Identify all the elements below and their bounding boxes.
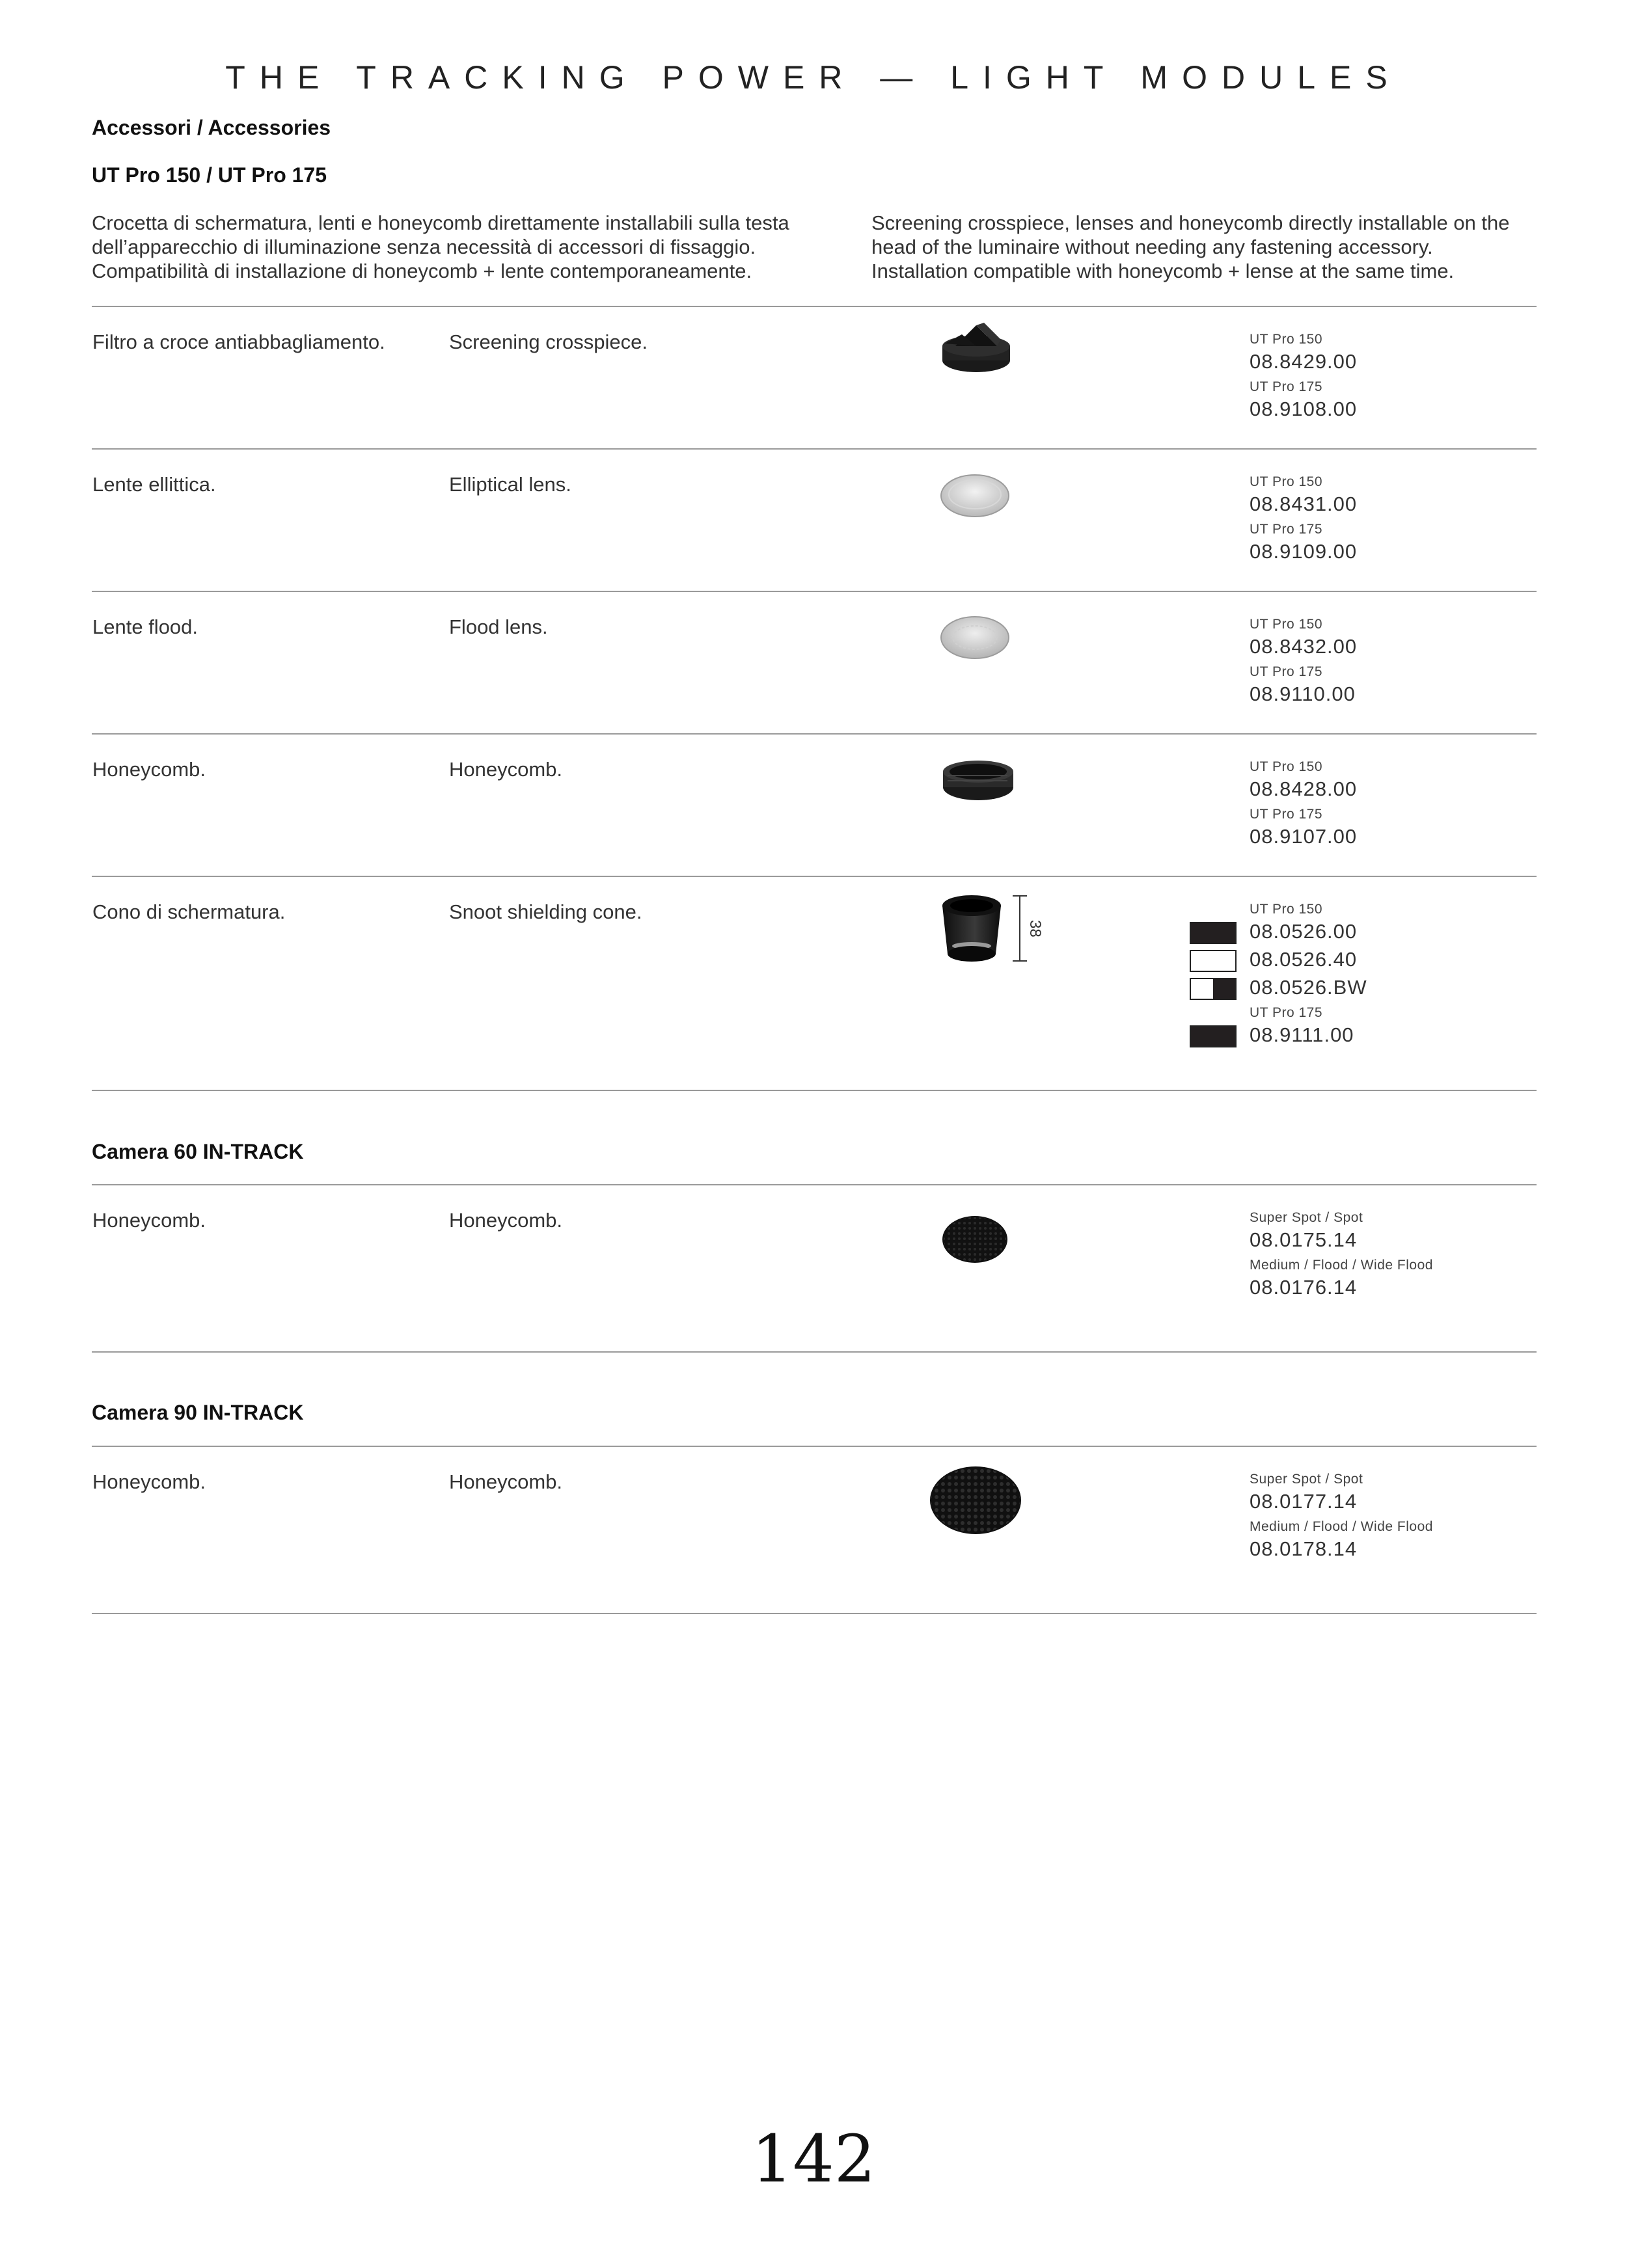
article-code: 08.0526.BW — [1250, 976, 1367, 999]
divider — [92, 876, 1537, 877]
divider — [92, 1351, 1537, 1353]
crosspiece-icon — [936, 320, 1020, 382]
description-english: Honeycomb. — [449, 1470, 563, 1493]
description-english: Screening crosspiece. — [449, 331, 648, 353]
elliptical-lens-icon — [936, 470, 1014, 525]
ut-pro-heading: UT Pro 150 / UT Pro 175 — [92, 163, 327, 187]
variant-label: UT Pro 175 — [1250, 807, 1322, 822]
divider — [92, 1090, 1537, 1091]
variant-label: UT Pro 175 — [1250, 1005, 1322, 1020]
variant-label: UT Pro 175 — [1250, 664, 1322, 679]
article-code: 08.9109.00 — [1250, 540, 1358, 563]
description-italian: Lente ellittica. — [92, 473, 216, 496]
variant-label: Medium / Flood / Wide Flood — [1250, 1258, 1433, 1273]
article-code: 08.9111.00 — [1250, 1023, 1354, 1046]
honeycomb-disc-icon — [936, 1210, 1014, 1272]
honeycomb-disc-large-icon — [927, 1461, 1024, 1543]
variant-label: Medium / Flood / Wide Flood — [1250, 1519, 1433, 1534]
article-code: 08.0178.14 — [1250, 1537, 1358, 1560]
camera90-heading: Camera 90 IN-TRACK — [92, 1401, 304, 1424]
article-code: 08.8432.00 — [1250, 635, 1358, 658]
intro-italian: Crocetta di schermatura, lenti e honeycomb direttamente installabili sulla testa dell’apparecchio di illuminazione senza necessità di accessori di fissaggio. Compatibilità di installazione di honeycomb + lente contemporaneamente. — [92, 211, 789, 282]
dimension-tick — [1013, 960, 1027, 962]
variant-label: UT Pro 150 — [1250, 759, 1322, 774]
accessories-heading: Accessori / Accessories — [92, 116, 331, 139]
variant-label: Super Spot / Spot — [1250, 1472, 1363, 1487]
article-code: 08.8428.00 — [1250, 777, 1358, 800]
description-italian: Lente flood. — [92, 615, 198, 638]
flood-lens-icon — [936, 612, 1014, 667]
variant-label: UT Pro 175 — [1250, 522, 1322, 537]
intro-english: Screening crosspiece, lenses and honeycomb directly installable on the head of the luminaire without needing any fastening accessory. Installation compatible with honeycomb + lense at the same time. — [871, 211, 1510, 282]
divider — [92, 1613, 1537, 1614]
description-english: Elliptical lens. — [449, 473, 571, 496]
description-italian: Cono di schermatura. — [92, 900, 286, 923]
color-swatch-black-white — [1190, 978, 1237, 1000]
variant-label: UT Pro 150 — [1250, 332, 1322, 347]
article-code: 08.0526.00 — [1250, 920, 1358, 943]
dimension-line — [1019, 895, 1020, 962]
article-code: 08.8429.00 — [1250, 350, 1358, 373]
description-english: Snoot shielding cone. — [449, 900, 642, 923]
divider — [92, 1184, 1537, 1185]
color-swatch-black — [1190, 922, 1237, 944]
variant-label: UT Pro 150 — [1250, 902, 1322, 917]
honeycomb-ring-icon — [936, 753, 1020, 809]
description-italian: Honeycomb. — [92, 758, 206, 781]
divider — [92, 733, 1537, 735]
article-code: 08.9108.00 — [1250, 398, 1358, 420]
color-swatch-white — [1190, 950, 1237, 972]
page-title: THE TRACKING POWER — LIGHT MODULES — [225, 59, 1402, 96]
article-code: 08.9107.00 — [1250, 825, 1358, 848]
article-code: 08.8431.00 — [1250, 493, 1358, 515]
snoot-cone-icon — [936, 890, 1007, 971]
article-code: 08.0175.14 — [1250, 1228, 1358, 1251]
article-code: 08.0176.14 — [1250, 1276, 1358, 1299]
description-italian: Honeycomb. — [92, 1470, 206, 1493]
divider — [92, 1446, 1537, 1447]
variant-label: Super Spot / Spot — [1250, 1210, 1363, 1225]
article-code: 08.9110.00 — [1250, 682, 1356, 705]
camera60-heading: Camera 60 IN-TRACK — [92, 1140, 304, 1163]
divider — [92, 448, 1537, 450]
color-swatch-black — [1190, 1025, 1237, 1047]
variant-label: UT Pro 175 — [1250, 379, 1322, 394]
article-code: 08.0177.14 — [1250, 1490, 1358, 1513]
variant-label: UT Pro 150 — [1250, 617, 1322, 632]
description-italian: Honeycomb. — [92, 1209, 206, 1232]
article-code: 08.0526.40 — [1250, 948, 1358, 971]
divider — [92, 591, 1537, 592]
description-english: Honeycomb. — [449, 758, 563, 781]
description-english: Flood lens. — [449, 615, 548, 638]
dimension-label: 38 — [1026, 920, 1044, 938]
description-english: Honeycomb. — [449, 1209, 563, 1232]
dimension-tick — [1013, 895, 1027, 897]
variant-label: UT Pro 150 — [1250, 474, 1322, 489]
divider — [92, 306, 1537, 307]
page-number: 142 — [751, 2121, 876, 2197]
description-italian: Filtro a croce antiabbagliamento. — [92, 331, 385, 353]
